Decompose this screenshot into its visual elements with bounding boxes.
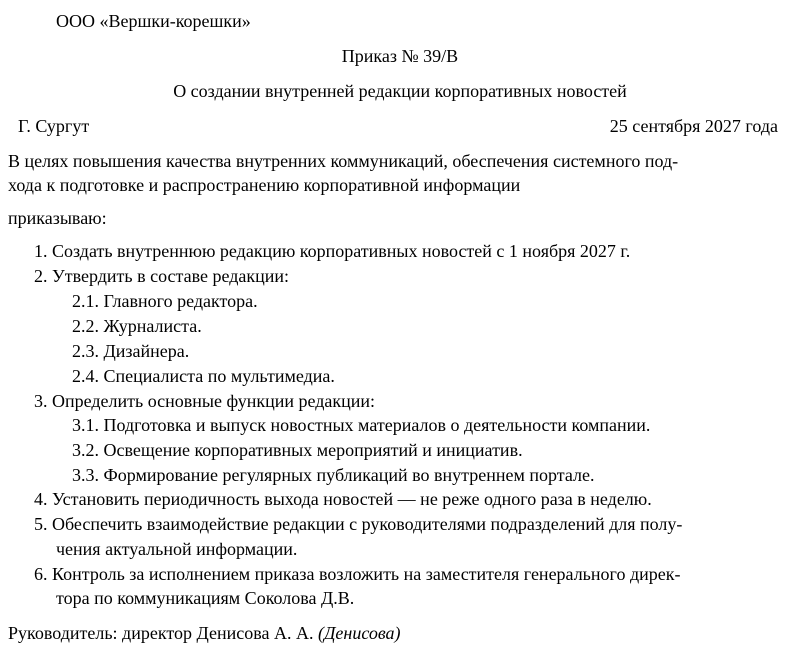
order-word: приказываю:	[8, 208, 107, 228]
order-title: Приказ № 39/В	[341, 46, 459, 66]
sub-list-item: 2.3. Дизайнера.	[72, 341, 190, 361]
order-date: 25 сентября 2027 года	[609, 116, 778, 136]
order-subject: О создании внутренней редакции корпоративных новостей	[173, 81, 627, 101]
signature-name: (Денисова)	[317, 623, 401, 643]
signature-line	[8, 623, 401, 644]
sub-list-item: 3.3. Формирование регулярных публикаций во внутреннем портале.	[72, 465, 595, 485]
sub-list-item: 2.4. Специалиста по мультимедиа.	[72, 366, 335, 386]
list-item: 1. Создать внутреннюю редакцию корпоративных новостей с 1 ноября 2027 г.	[34, 241, 631, 261]
sub-list-item: 3.2. Освещение корпоративных мероприятий и инициатив.	[72, 440, 523, 460]
preamble-line: В целях повышения качества внутренних коммуникаций, обеспечения системного под-	[8, 151, 679, 171]
list-item: 6. Контроль за исполнением приказа возложить на заместителя генерального дирек-	[34, 564, 681, 584]
list-item-continuation: чения актуальной информации.	[56, 539, 298, 559]
preamble-line: хода к подготовке и распространению корпоративной информации	[8, 175, 521, 195]
sub-list-item: 2.2. Журналиста.	[72, 316, 202, 336]
list-item: 4. Установить периодичность выхода новостей — не реже одного раза в неделю.	[34, 489, 652, 509]
signature-label: Руководитель: директор Денисова А. А.	[8, 623, 314, 643]
organization-name: ООО «Вершки-корешки»	[56, 11, 251, 31]
sub-list-item: 2.1. Главного редактора.	[72, 291, 258, 311]
city: Г. Сургут	[18, 116, 90, 136]
list-item: 5. Обеспечить взаимодействие редакции с руководителями подразделений для полу-	[34, 514, 683, 534]
sub-list-item: 3.1. Подготовка и выпуск новостных материалов о деятельности компании.	[72, 415, 651, 435]
list-item: 2. Утвердить в составе редакции:	[34, 266, 290, 286]
list-item-continuation: тора по коммуникациям Соколова Д.В.	[56, 588, 355, 608]
list-item: 3. Определить основные функции редакции:	[34, 391, 376, 411]
